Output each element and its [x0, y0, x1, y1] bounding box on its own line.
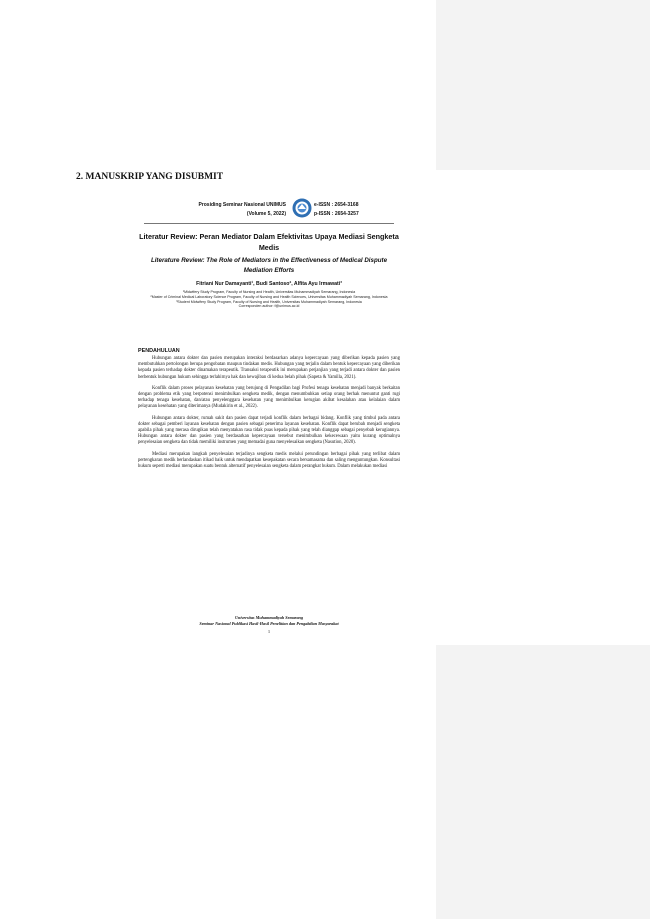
- paper-title-indonesian: Literatur Review: Peran Mediator Dalam Efektivitas Upaya Mediasi Sengketa Medis: [139, 232, 399, 252]
- journal-name: Prosiding Seminar Nasional UNIMUS: [198, 202, 286, 208]
- embedded-paper-page: [122, 188, 416, 640]
- affiliation-1: ¹Midwifery Study Program, Faculty of Nursing and Health, Universitas Muhammadiyah Semarang, Indonesia: [182, 290, 356, 294]
- introduction-body: [138, 356, 400, 475]
- footer-university: Universitas Muhammadiyah Semarang: [235, 615, 303, 620]
- page-number: 1: [267, 629, 271, 634]
- page-footer: [136, 615, 402, 627]
- paper-title-english: Literature Review: The Role of Mediators in the Effectiveness of Medical Dispute Mediation Efforts: [150, 257, 388, 274]
- paragraph-3: Hubungan antara dokter, rumah sakit dan pasien dapat terjadi konflik dalam berbagai bidang. Konflik yang timbul pada antara dokter sebagai pemberi layanan kesehatan dengan pasien sebagai penerima layanan kesehatan. Konflik dapat berubah menjadi sengketa apabila pihak yang merasa dirugikan telah menyatakan rasa tidak puas kepada pihak yang telah dianggap sebagai penyebab kerugiannya. Hubungan antara dokter dan pasien yang berdasarkan kepercayaan tersebut menimbulkan kekecewaan yaitu kurang optimalnya penyelesaian sengketa dan tidak memiliki instrumen yang memadai guna menyelesaikan sengketa (Nasution, 2020).: [138, 415, 400, 446]
- paragraph-1: Hubungan antara dokter dan pasien merupakan interaksi berdasarkan adanya kepercayaan yang diberikan kepada pasien yang membutuhkan pertolongan berupa pengobatan maupun tindakan medis. Hubungan yang terjalin dalam bentuk kepercayaan yang diberikan kepada pasien terhadap dokter dinamakan terapeutik. Transaksi terapeutik ini merupakan perjanjian yang terjadi antara dokter dan pasien berbentuk hubungan hukum sehingga terlahirnya hak dan kewajiban di kedua belah pihak (Sapeta & Yamilla, 2021).: [138, 356, 400, 380]
- affiliation-2: ²Master of Criminal Medical Laboratory Science Program, Faculty of Nursing and Health Sciences, Universitas Muhammadiyah Semarang, Indonesia: [150, 294, 388, 299]
- paper-authors: Fitriani Nur Damayanti¹, Budi Santoso², Alfita Ayu Irmawati³: [196, 281, 342, 287]
- p-issn: p-ISSN : 2654-3257: [314, 211, 359, 217]
- introduction-heading: PENDAHULUAN: [138, 348, 180, 354]
- journal-header-left: [194, 201, 286, 219]
- section-heading: 2. MANUSKRIP YANG DISUBMIT: [76, 172, 224, 182]
- corresponding-author: Corresponden author: f@unimus.ac.id: [238, 304, 300, 309]
- affiliation-3: ³Student Midwifery Study Program, Faculty of Nursing and Health, Universitas Muhammadiyah Semarang, Indonesia: [176, 299, 362, 304]
- university-logo-icon: [292, 198, 312, 218]
- journal-volume: (Volume 5, 2022): [246, 211, 286, 217]
- header-divider: [144, 223, 394, 224]
- affiliations: [142, 290, 396, 309]
- footer-seminar: Seminar Nasional Publikasi Hasil-Hasil Penelitian dan Pengabdian Masyarakat: [199, 621, 339, 626]
- paragraph-4: Mediasi merupakan langkah penyelesaian terjadinya sengketa medis melalui perundingan berbagai pihak yang terlibat dalam pertengkaran medik berlandaskan itikad baik untuk mendapatkan kesepakatan secara bersamasama dan saling menguntungkan. Konsultasi hukum seperti mediasi merupakan suatu bentuk alternatif penyelesaian sengketa dalam perangkat hukum. Dalam melakukan mediasi: [138, 451, 400, 470]
- e-issn: e-ISSN : 2654-3168: [314, 202, 359, 208]
- paragraph-2: Konflik dalam proses pelayanan kesehatan yang berujung di Pengadilan bagi Profesi tenaga kesehatan menjadi banyak berkaitan dengan problema etik yang berpotensi menimbulkan sengketa medik, dengan menumbuhkan setiap orang berhak menuntut ganti rugi terhadap tenaga kesehatan, dan/atau penyelenggara kesehatan yang menimbulkan kerugian akibat kesalahan atau kelalaian dalam pelayanan kesehatan yang diterimanya (Mudakirin et al., 2022).: [138, 385, 400, 410]
- comment-box[interactable]: [436, 170, 650, 645]
- journal-header-right: [314, 201, 406, 219]
